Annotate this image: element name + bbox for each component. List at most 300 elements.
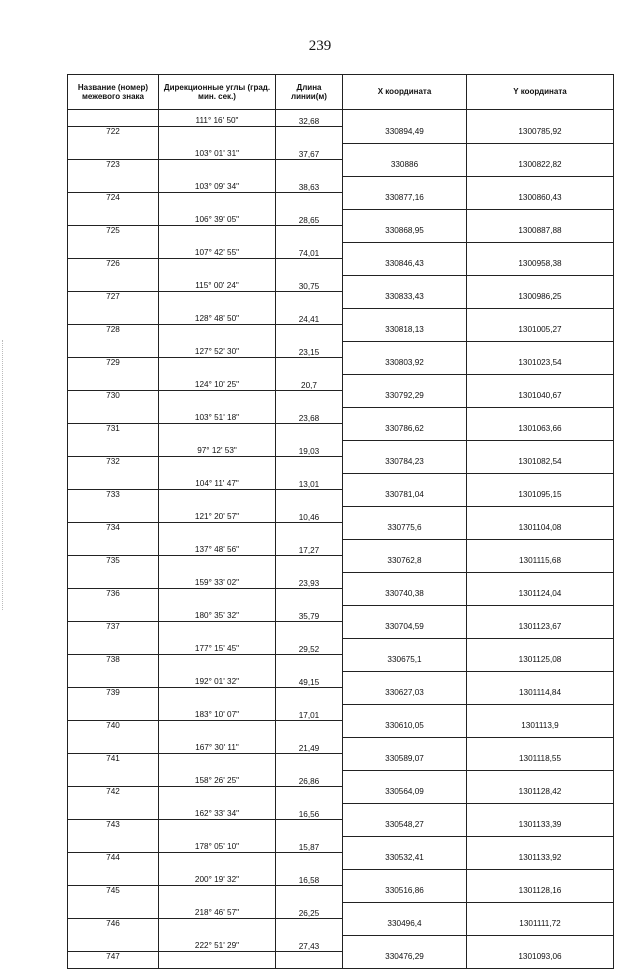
length-cell — [276, 308, 343, 325]
x-cell — [343, 803, 467, 820]
marker-name-cell — [68, 952, 159, 969]
marker-name: 738 — [106, 655, 120, 664]
angle-cell — [159, 754, 276, 771]
y-cell — [467, 902, 614, 919]
marker-name: 733 — [106, 490, 120, 499]
length-value: 49,15 — [298, 678, 320, 687]
x-cell — [343, 506, 467, 523]
y-cell — [467, 952, 614, 969]
length-value: 17,27 — [298, 546, 320, 555]
length-cell — [276, 473, 343, 490]
length-cell — [276, 556, 343, 573]
x-cell — [343, 605, 467, 622]
y-cell — [467, 193, 614, 210]
y-cell — [467, 341, 614, 358]
length-cell — [276, 886, 343, 903]
marker-name: 734 — [106, 523, 120, 532]
y-cell — [467, 869, 614, 886]
header-angle: Дирекционные углы (град. мин. сек.) — [159, 75, 276, 110]
length-cell — [276, 869, 343, 886]
length-value: 21,49 — [298, 744, 320, 753]
marker-name-cell — [68, 391, 159, 408]
marker-name-cell — [68, 935, 159, 952]
length-value: 26,86 — [298, 777, 320, 786]
x-coordinate: 330792,29 — [385, 390, 424, 400]
table-row — [68, 424, 614, 441]
length-value: 37,67 — [298, 150, 320, 159]
angle-value: 97° 12' 53" — [197, 446, 237, 455]
angle-value: 121° 20' 57" — [194, 512, 240, 521]
marker-name-cell — [68, 523, 159, 540]
marker-name: 732 — [106, 457, 120, 466]
marker-name: 740 — [106, 721, 120, 730]
marker-name-cell — [68, 539, 159, 556]
table-row — [68, 886, 614, 903]
marker-name: 746 — [106, 919, 120, 928]
table-row — [68, 902, 614, 919]
marker-name-cell — [68, 803, 159, 820]
length-cell — [276, 127, 343, 144]
marker-name: 722 — [106, 127, 120, 136]
length-value: 19,03 — [298, 447, 320, 456]
angle-cell — [159, 919, 276, 936]
angle-cell — [159, 490, 276, 507]
angle-value: 128° 48' 50" — [194, 314, 240, 323]
marker-name: 730 — [106, 391, 120, 400]
length-cell — [276, 160, 343, 177]
marker-name: 742 — [106, 787, 120, 796]
y-coordinate: 1301023,54 — [518, 357, 562, 367]
marker-name-cell — [68, 605, 159, 622]
y-coordinate: 1301005,27 — [518, 324, 562, 334]
y-cell — [467, 556, 614, 573]
angle-cell — [159, 374, 276, 391]
y-cell — [467, 358, 614, 375]
angle-cell — [159, 292, 276, 309]
angle-cell — [159, 143, 276, 160]
y-cell — [467, 473, 614, 490]
y-cell — [467, 110, 614, 127]
length-value: 16,56 — [298, 810, 320, 819]
length-cell — [276, 539, 343, 556]
table-row — [68, 737, 614, 754]
length-cell — [276, 572, 343, 589]
x-coordinate: 330762,8 — [387, 555, 422, 565]
marker-name-cell — [68, 242, 159, 259]
angle-cell — [159, 242, 276, 259]
x-cell — [343, 886, 467, 903]
x-cell — [343, 737, 467, 754]
x-cell — [343, 292, 467, 309]
marker-name-cell — [68, 308, 159, 325]
length-cell — [276, 242, 343, 259]
table-row — [68, 787, 614, 804]
angle-cell — [159, 902, 276, 919]
marker-name-cell — [68, 457, 159, 474]
angle-cell — [159, 605, 276, 622]
y-cell — [467, 127, 614, 144]
x-coordinate: 330610,05 — [385, 720, 424, 730]
angle-value: 137° 48' 56" — [194, 545, 240, 554]
angle-cell — [159, 770, 276, 787]
y-cell — [467, 292, 614, 309]
marker-name-cell — [68, 341, 159, 358]
y-cell — [467, 754, 614, 771]
table-row — [68, 308, 614, 325]
y-coordinate: 1301118,55 — [518, 753, 562, 763]
angle-value: 167° 30' 11" — [195, 743, 239, 752]
table-row — [68, 754, 614, 771]
y-cell — [467, 490, 614, 507]
marker-name-cell — [68, 440, 159, 457]
table-row — [68, 556, 614, 573]
x-cell — [343, 836, 467, 853]
length-value: 13,01 — [298, 480, 320, 489]
marker-name-cell — [68, 589, 159, 606]
angle-value: 107° 42' 55" — [194, 248, 240, 257]
length-value: 23,68 — [298, 414, 320, 423]
header-length: Длина линии(м) — [276, 75, 343, 110]
angle-cell — [159, 193, 276, 210]
x-cell — [343, 556, 467, 573]
length-value: 10,46 — [298, 513, 320, 522]
x-cell — [343, 160, 467, 177]
x-cell — [343, 935, 467, 952]
angle-cell — [159, 523, 276, 540]
table-row — [68, 143, 614, 160]
length-value: 38,63 — [298, 183, 320, 192]
angle-value: 104° 11' 47" — [195, 479, 239, 488]
marker-name-cell — [68, 622, 159, 639]
marker-name-cell — [68, 655, 159, 672]
marker-name: 723 — [106, 160, 120, 169]
y-cell — [467, 160, 614, 177]
x-cell — [343, 572, 467, 589]
table-row — [68, 853, 614, 870]
y-cell — [467, 506, 614, 523]
angle-cell — [159, 853, 276, 870]
table-row — [68, 820, 614, 837]
length-cell — [276, 407, 343, 424]
y-coordinate: 1301082,54 — [518, 456, 562, 466]
x-cell — [343, 721, 467, 738]
table-row — [68, 374, 614, 391]
x-coordinate: 330886 — [390, 159, 419, 169]
length-cell — [276, 737, 343, 754]
length-value: 28,65 — [298, 216, 320, 225]
x-cell — [343, 638, 467, 655]
table-row — [68, 655, 614, 672]
marker-name-cell — [68, 638, 159, 655]
angle-cell — [159, 308, 276, 325]
y-coordinate: 1300785,92 — [518, 126, 562, 136]
x-cell — [343, 226, 467, 243]
length-cell — [276, 671, 343, 688]
x-cell — [343, 490, 467, 507]
length-cell — [276, 506, 343, 523]
x-coordinate: 330740,38 — [385, 588, 424, 598]
y-cell — [467, 803, 614, 820]
table-row — [68, 160, 614, 177]
marker-name-cell — [68, 374, 159, 391]
y-cell — [467, 935, 614, 952]
x-coordinate: 330589,07 — [385, 753, 424, 763]
y-cell — [467, 143, 614, 160]
x-cell — [343, 110, 467, 127]
y-cell — [467, 737, 614, 754]
length-cell — [276, 853, 343, 870]
y-cell — [467, 374, 614, 391]
y-coordinate: 1300860,43 — [518, 192, 562, 202]
length-value: 30,75 — [298, 282, 320, 291]
marker-name-cell — [68, 688, 159, 705]
table-row — [68, 391, 614, 408]
y-cell — [467, 853, 614, 870]
y-cell — [467, 704, 614, 721]
table-row — [68, 952, 614, 969]
table-row — [68, 770, 614, 787]
angle-cell — [159, 869, 276, 886]
marker-name-cell — [68, 160, 159, 177]
length-cell — [276, 358, 343, 375]
marker-name: 747 — [106, 952, 120, 961]
marker-name: 736 — [106, 589, 120, 598]
marker-name: 735 — [106, 556, 120, 565]
angle-value: 111° 16' 50" — [195, 116, 239, 125]
x-cell — [343, 143, 467, 160]
header-x: X координата — [343, 75, 467, 110]
y-cell — [467, 919, 614, 936]
y-cell — [467, 391, 614, 408]
length-value: 23,93 — [298, 579, 320, 588]
y-cell — [467, 572, 614, 589]
x-coordinate: 330846,43 — [385, 258, 424, 268]
length-cell — [276, 143, 343, 160]
angle-cell — [159, 803, 276, 820]
angle-cell — [159, 341, 276, 358]
y-cell — [467, 671, 614, 688]
x-cell — [343, 622, 467, 639]
marker-name-cell — [68, 110, 159, 127]
x-coordinate: 330868,95 — [385, 225, 424, 235]
marker-name-cell — [68, 770, 159, 787]
angle-cell — [159, 325, 276, 342]
length-value: 16,58 — [298, 876, 320, 885]
table-row — [68, 275, 614, 292]
y-coordinate: 1301128,42 — [518, 786, 562, 796]
marker-name: 724 — [106, 193, 120, 202]
y-cell — [467, 176, 614, 193]
marker-name-cell — [68, 787, 159, 804]
y-coordinate: 1301115,68 — [518, 555, 562, 565]
x-coordinate: 330675,1 — [387, 654, 422, 664]
angle-cell — [159, 638, 276, 655]
y-coordinate: 1300986,25 — [518, 291, 562, 301]
x-cell — [343, 209, 467, 226]
angle-cell — [159, 110, 276, 127]
y-cell — [467, 457, 614, 474]
angle-cell — [159, 275, 276, 292]
marker-name-cell — [68, 143, 159, 160]
marker-name-cell — [68, 737, 159, 754]
length-cell — [276, 638, 343, 655]
table-row — [68, 242, 614, 259]
length-cell — [276, 275, 343, 292]
angle-cell — [159, 506, 276, 523]
y-cell — [467, 259, 614, 276]
angle-cell — [159, 539, 276, 556]
angle-cell — [159, 836, 276, 853]
x-coordinate: 330564,09 — [385, 786, 424, 796]
angle-value: 106° 39' 05" — [194, 215, 240, 224]
y-cell — [467, 820, 614, 837]
x-coordinate: 330532,41 — [385, 852, 424, 862]
header-y: Y координата — [467, 75, 614, 110]
marker-name-cell — [68, 209, 159, 226]
x-cell — [343, 275, 467, 292]
y-cell — [467, 523, 614, 540]
marker-name: 737 — [106, 622, 120, 631]
angle-value: 218° 46' 57" — [194, 908, 240, 917]
marker-name: 726 — [106, 259, 120, 268]
table-row — [68, 935, 614, 952]
length-cell — [276, 935, 343, 952]
angle-cell — [159, 457, 276, 474]
x-cell — [343, 853, 467, 870]
length-cell — [276, 952, 343, 969]
marker-name-cell — [68, 919, 159, 936]
angle-value: 103° 09' 34" — [194, 182, 240, 191]
length-value: 29,52 — [298, 645, 320, 654]
x-coordinate: 330784,23 — [385, 456, 424, 466]
marker-name-cell — [68, 127, 159, 144]
x-coordinate: 330803,92 — [385, 357, 424, 367]
y-coordinate: 1301124,04 — [518, 588, 562, 598]
x-coordinate: 330781,04 — [385, 489, 424, 499]
marker-name-cell — [68, 572, 159, 589]
angle-value: 177° 15' 45" — [194, 644, 240, 653]
x-cell — [343, 308, 467, 325]
marker-name-cell — [68, 358, 159, 375]
y-coordinate: 1300822,82 — [518, 159, 562, 169]
table-row — [68, 457, 614, 474]
y-cell — [467, 275, 614, 292]
length-cell — [276, 490, 343, 507]
table-row — [68, 440, 614, 457]
page-number: 239 — [308, 38, 332, 54]
y-cell — [467, 638, 614, 655]
x-cell — [343, 952, 467, 969]
y-cell — [467, 836, 614, 853]
x-cell — [343, 655, 467, 672]
angle-cell — [159, 226, 276, 243]
length-value: 15,87 — [298, 843, 320, 852]
angle-cell — [159, 886, 276, 903]
y-coordinate: 1300887,88 — [518, 225, 562, 235]
marker-name: 729 — [106, 358, 120, 367]
marker-name: 728 — [106, 325, 120, 334]
length-cell — [276, 655, 343, 672]
length-cell — [276, 110, 343, 127]
marker-name-cell — [68, 754, 159, 771]
length-cell — [276, 902, 343, 919]
length-cell — [276, 325, 343, 342]
y-cell — [467, 325, 614, 342]
y-coordinate: 1301113,9 — [521, 720, 559, 730]
x-coordinate: 330833,43 — [385, 291, 424, 301]
x-cell — [343, 589, 467, 606]
length-cell — [276, 836, 343, 853]
x-cell — [343, 176, 467, 193]
length-value: 27,43 — [298, 942, 320, 951]
angle-cell — [159, 952, 276, 969]
x-coordinate: 330775,6 — [387, 522, 422, 532]
length-cell — [276, 803, 343, 820]
y-cell — [467, 655, 614, 672]
marker-name-cell — [68, 424, 159, 441]
x-coordinate: 330476,29 — [385, 951, 424, 961]
angle-cell — [159, 688, 276, 705]
length-value: 17,01 — [298, 711, 320, 720]
y-coordinate: 1301114,84 — [518, 687, 562, 697]
angle-value: 192° 01' 32" — [194, 677, 240, 686]
x-cell — [343, 374, 467, 391]
y-cell — [467, 209, 614, 226]
length-cell — [276, 721, 343, 738]
length-cell — [276, 440, 343, 457]
table-row — [68, 605, 614, 622]
table-row — [68, 506, 614, 523]
x-coordinate: 330818,13 — [385, 324, 424, 334]
angle-value: 200° 19' 32" — [194, 875, 240, 884]
y-coordinate: 1301040,67 — [518, 390, 562, 400]
angle-cell — [159, 556, 276, 573]
table-row — [68, 622, 614, 639]
angle-cell — [159, 127, 276, 144]
marker-name-cell — [68, 671, 159, 688]
angle-cell — [159, 737, 276, 754]
angle-cell — [159, 622, 276, 639]
x-cell — [343, 407, 467, 424]
y-cell — [467, 886, 614, 903]
angle-cell — [159, 407, 276, 424]
marker-name-cell — [68, 325, 159, 342]
marker-name: 725 — [106, 226, 120, 235]
length-value: 20,7 — [301, 381, 317, 390]
x-cell — [343, 919, 467, 936]
table-row — [68, 836, 614, 853]
table-body — [68, 110, 614, 969]
length-cell — [276, 704, 343, 721]
y-coordinate: 1300958,38 — [518, 258, 562, 268]
table-row — [68, 176, 614, 193]
marker-name-cell — [68, 490, 159, 507]
angle-value: 180° 35' 32" — [194, 611, 240, 620]
angle-cell — [159, 391, 276, 408]
table-row — [68, 110, 614, 127]
length-cell — [276, 259, 343, 276]
x-coordinate: 330516,86 — [385, 885, 424, 895]
table-row — [68, 869, 614, 886]
marker-name-cell — [68, 506, 159, 523]
y-cell — [467, 721, 614, 738]
marker-name-cell — [68, 275, 159, 292]
x-cell — [343, 457, 467, 474]
angle-cell — [159, 259, 276, 276]
marker-name-cell — [68, 704, 159, 721]
table-row — [68, 539, 614, 556]
x-cell — [343, 193, 467, 210]
